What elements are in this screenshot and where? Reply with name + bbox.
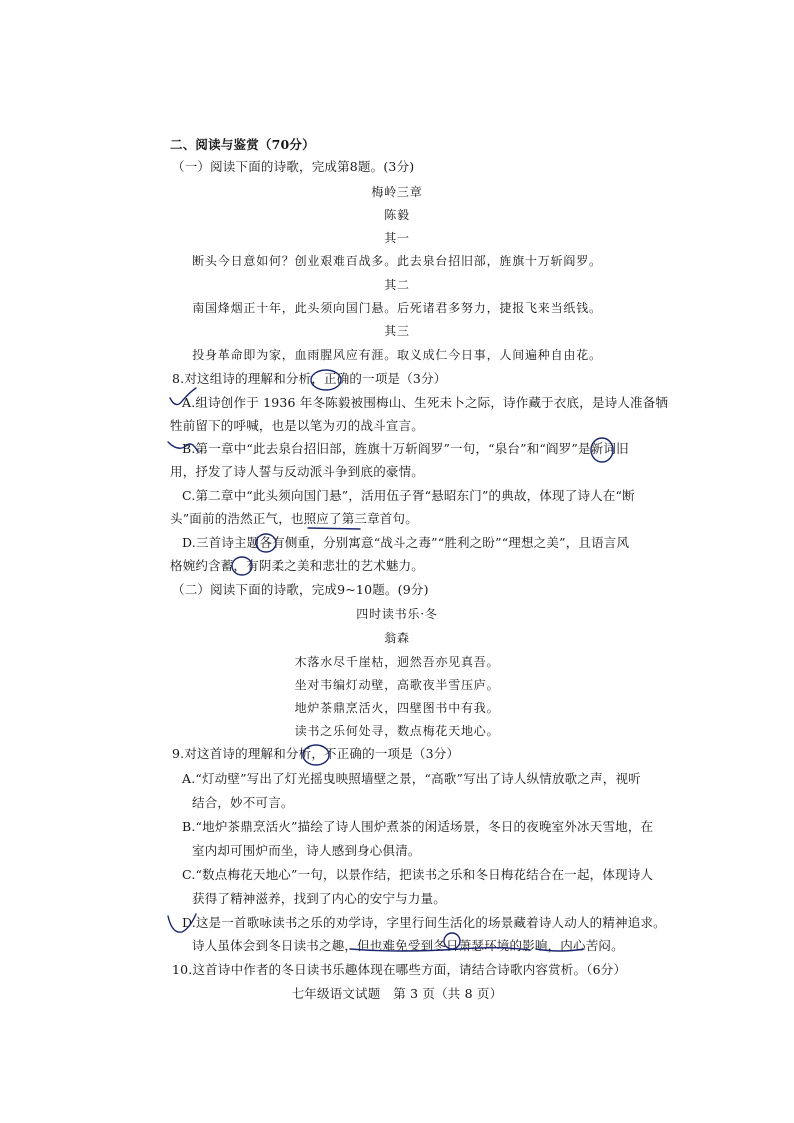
question-8: 8.对这组诗的理解和分析，正确的一项是（3分） [172, 371, 447, 386]
poem1-author: 陈毅 [384, 208, 410, 222]
q9-option-b-line2: 室内却可围炉而坐，诗人感到身心俱清。 [192, 843, 421, 858]
q8-option-b-line2: 用，抒发了诗人誓与反动派斗争到底的豪情。 [170, 464, 425, 479]
q9-option-a-line1: A.“灯动壁”写出了灯光摇曳映照墙壁之景，“高歌”写出了诗人纵情放歌之声，视听 [182, 771, 641, 786]
stanza3-text: 投身革命即为家，血雨腥风应有涯。取义成仁今日事，人间遍种自由花。 [192, 348, 602, 362]
poem2-line1: 木落水尽千崖枯，迥然吾亦见真吾。 [294, 655, 500, 669]
question-9: 9.对这首诗的理解和分析，不正确的一项是（3分） [172, 746, 460, 761]
q8-option-c-line1: C.第二章中“此头须向国门悬”，活用伍子胥“悬昭东门”的典故，体现了诗人在“断 [182, 488, 635, 503]
q8-option-a-line1: A.组诗创作于 1936 年冬陈毅被围梅山、生死未卜之际，诗作藏于衣底，是诗人准备牺 [182, 395, 669, 410]
q9-option-c-line2: 获得了精神滋养，找到了内心的安宁与力量。 [192, 891, 447, 906]
question-10: 10.这首诗中作者的冬日读书乐趣体现在哪些方面，请结合诗歌内容赏析。（6分） [172, 962, 627, 977]
q9-option-b-line1: B.“地炉茶鼎烹活火”描绘了诗人围炉煮茶的闲适场景，冬日的夜晚室外冰天雪地，在 [182, 819, 654, 834]
q8-option-a-line2: 牲前留下的呼喊，也是以笔为刃的战斗宣言。 [170, 418, 425, 433]
part1-instruction: （一）阅读下面的诗歌，完成第8题。(3分) [172, 159, 415, 174]
poem2-line2: 坐对韦编灯动壁，高歌夜半雪压庐。 [294, 678, 500, 692]
q9-option-c-line1: C.“数点梅花天地心”一句，以景作结，把读书之乐和冬日梅花结合在一起，体现诗人 [182, 867, 654, 882]
q9-option-a-line2: 结合，妙不可言。 [192, 795, 294, 810]
section-title: 二、阅读与鉴赏（70分） [170, 137, 315, 152]
q9-option-d-line2: 诗人虽体会到冬日读书之趣，但也难免受到冬日萧瑟环境的影响，内心苦闷。 [192, 938, 624, 953]
q8-option-c-line2: 头”面前的浩然正气，也照应了第三章首句。 [170, 511, 418, 526]
stanza1-heading: 其一 [384, 231, 410, 245]
poem1-title: 梅岭三章 [371, 185, 423, 199]
poem2-line3: 地炉茶鼎烹活火，四壁图书中有我。 [294, 701, 500, 715]
poem2-author: 翁森 [384, 631, 410, 645]
stanza3-heading: 其三 [384, 324, 410, 338]
stanza2-text: 南国烽烟正十年，此头须向国门悬。后死诸君多努力，捷报飞来当纸钱。 [192, 301, 602, 315]
poem2-title: 四时读书乐·冬 [356, 607, 438, 621]
q8-option-b-line1: B.第一章中“此去泉台招旧部，旌旗十万斩阎罗”一句，“泉台”和“阎罗”是新词旧 [182, 441, 629, 456]
q8-option-d-line2: 格婉约含蓄，有阴柔之美和悲壮的艺术魅力。 [170, 558, 425, 573]
stanza2-heading: 其二 [384, 278, 410, 292]
page-footer: 七年级语文试题 第 3 页（共 8 页） [291, 986, 503, 1001]
underline-mark-c [308, 528, 360, 529]
poem2-line4: 读书之乐何处寻，数点梅花天地心。 [294, 724, 500, 738]
part2-instruction: （二）阅读下面的诗歌，完成9~10题。(9分) [172, 582, 429, 597]
stanza1-text: 断头今日意如何？创业艰难百战多。此去泉台招旧部，旌旗十万斩阎罗。 [192, 254, 602, 268]
q9-option-d-line1: D.这是一首歌咏读书之乐的劝学诗，字里行间生活化的场景藏着诗人动人的精神追求。 [182, 915, 666, 930]
q8-option-d-line1: D.三首诗主题各有侧重，分别寓意“战斗之毒”“胜利之盼”“理想之美”，且语言风 [182, 535, 630, 550]
